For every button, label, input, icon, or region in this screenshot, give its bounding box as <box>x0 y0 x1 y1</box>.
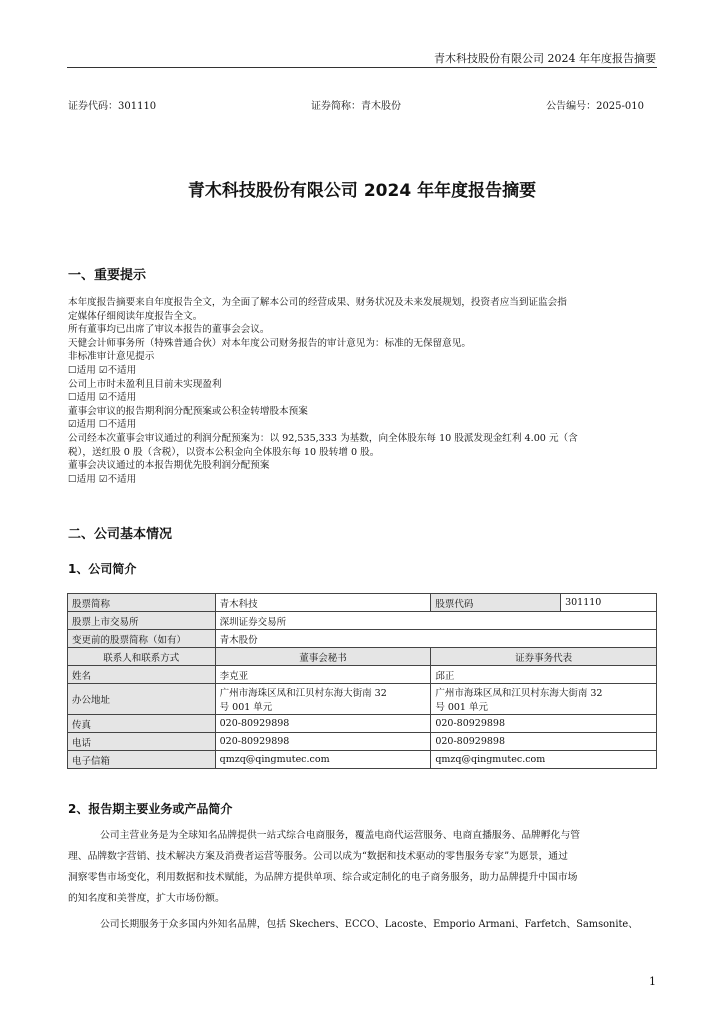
stock-code: 证券代码：301110 <box>68 101 157 112</box>
table-row <box>68 751 657 769</box>
address-line: 号 001 单元 <box>219 702 273 713</box>
notes-checkbox-line: ☑适用 ☐不适用 <box>68 419 137 431</box>
table-header: 联系人和联系方式 <box>68 648 216 666</box>
table-row <box>68 612 657 630</box>
company-profile-table <box>67 593 657 769</box>
table-label: 股票上市交易所 <box>68 612 216 630</box>
paragraph-line: 的知名度和美誉度，扩大市场份额。 <box>68 893 225 904</box>
notes-line: 非标准审计意见提示 <box>68 351 155 363</box>
business-paragraph <box>68 825 656 909</box>
table-cell: 020-80929898 <box>215 715 431 733</box>
table-cell <box>431 684 657 715</box>
table-label: 电子信箱 <box>68 751 216 769</box>
stock-abbr: 证券简称：青木股份 <box>311 101 401 112</box>
section-important-notes-heading: 一、重要提示 <box>68 268 147 283</box>
table-row <box>68 715 657 733</box>
table-label: 变更前的股票简称（如有） <box>68 630 216 648</box>
table-row <box>68 733 657 751</box>
table-row <box>68 666 657 684</box>
table-label: 姓名 <box>68 666 216 684</box>
notes-line: 董事会审议的报告期利润分配预案或公积金转增股本预案 <box>68 405 308 417</box>
notes-checkbox-line: ☐适用 ☑不适用 <box>68 392 137 404</box>
table-cell: qmzq@qingmutec.com <box>431 751 657 769</box>
header-rule <box>67 67 657 68</box>
table-label: 传真 <box>68 715 216 733</box>
table-cell: qmzq@qingmutec.com <box>215 751 431 769</box>
paragraph-line: 公司主营业务是为全球知名品牌提供一站式综合电商服务，覆盖电商代运营服务、电商直播服务、品牌孵化与管 <box>100 830 581 841</box>
address-line: 号 001 单元 <box>435 702 488 713</box>
table-header: 证券事务代表 <box>431 648 657 666</box>
table-cell: 邱正 <box>431 666 657 684</box>
announcement-no: 公告编号：2025-010 <box>546 101 644 112</box>
table-cell: 020-80929898 <box>431 715 657 733</box>
notes-line: 公司上市时未盈利且目前未实现盈利 <box>68 378 222 390</box>
notes-line: 天健会计师事务所（特殊普通合伙）对本年度公司财务报告的审计意见为：标准的无保留意见。 <box>68 337 471 349</box>
table-label: 股票代码 <box>431 594 561 612</box>
table-cell: 020-80929898 <box>215 733 431 751</box>
table-label: 电话 <box>68 733 216 751</box>
running-header: 青木科技股份有限公司 2024 年年度报告摘要 <box>434 52 656 65</box>
table-row <box>68 684 657 715</box>
paragraph-line: 理、品牌数字营销、技术解决方案及消费者运营等服务。公司以成为“数据和技术驱动的零售服务专家”为愿景，通过 <box>68 851 568 862</box>
notes-line: 董事会决议通过的本报告期优先股利润分配预案 <box>68 460 270 472</box>
table-cell: 深圳证券交易所 <box>215 612 656 630</box>
main-business-heading: 2、报告期主要业务或产品简介 <box>68 802 233 816</box>
notes-line: 公司经本次董事会审议通过的利润分配预案为：以 92,535,333 为基数，向全体股东每 10 股派发现金红利 4.00 元（含 <box>68 432 578 444</box>
table-label: 办公地址 <box>68 684 216 715</box>
notes-line: 本年度报告摘要来自年度报告全文，为全面了解本公司的经营成果、财务状况及未来发展规划，投资者应当到证监会指 <box>68 297 567 308</box>
page-title: 青木科技股份有限公司 2024 年年度报告摘要 <box>187 181 537 201</box>
notes-line: 定媒体仔细阅读年度报告全文。 <box>68 310 203 322</box>
table-row <box>68 594 657 612</box>
notes-line: 税），送红股 0 股（含税），以资本公积金向全体股东每 10 股转增 0 股。 <box>68 446 380 458</box>
table-cell: 020-80929898 <box>431 733 657 751</box>
company-profile-heading: 1、公司简介 <box>68 562 137 576</box>
paragraph-line: 洞察零售市场变化，利用数据和技术赋能，为品牌方提供单项、综合或定制化的电子商务服务，助力品牌提升中国市场 <box>68 872 578 883</box>
notes-checkbox-line: ☐适用 ☑不适用 <box>68 473 137 485</box>
section-company-info-heading: 二、公司基本情况 <box>68 527 173 542</box>
table-label: 股票简称 <box>68 594 216 612</box>
page-number: 1 <box>649 975 656 988</box>
address-line: 广州市海珠区凤和江贝村东海大街南 32 <box>219 688 387 699</box>
notes-checkbox-line: ☐适用 ☑不适用 <box>68 364 137 376</box>
table-header: 董事会秘书 <box>215 648 431 666</box>
table-cell: 青木科技 <box>215 594 431 612</box>
paragraph-line: 公司长期服务于众多国内外知名品牌，包括 Skechers、ECCO、Lacoste、Emporio Armani、Farfetch、Samsonite、 <box>100 919 638 930</box>
table-cell: 301110 <box>561 594 657 612</box>
table-row <box>68 630 657 648</box>
table-cell <box>215 684 431 715</box>
notes-line: 所有董事均已出席了审议本报告的董事会会议。 <box>68 324 270 336</box>
table-row <box>68 648 657 666</box>
important-notes <box>68 296 656 486</box>
table-cell: 李克亚 <box>215 666 431 684</box>
table-cell: 青木股份 <box>215 630 656 648</box>
address-line: 广州市海珠区凤和江贝村东海大街南 32 <box>435 688 603 699</box>
business-paragraph <box>68 914 656 935</box>
